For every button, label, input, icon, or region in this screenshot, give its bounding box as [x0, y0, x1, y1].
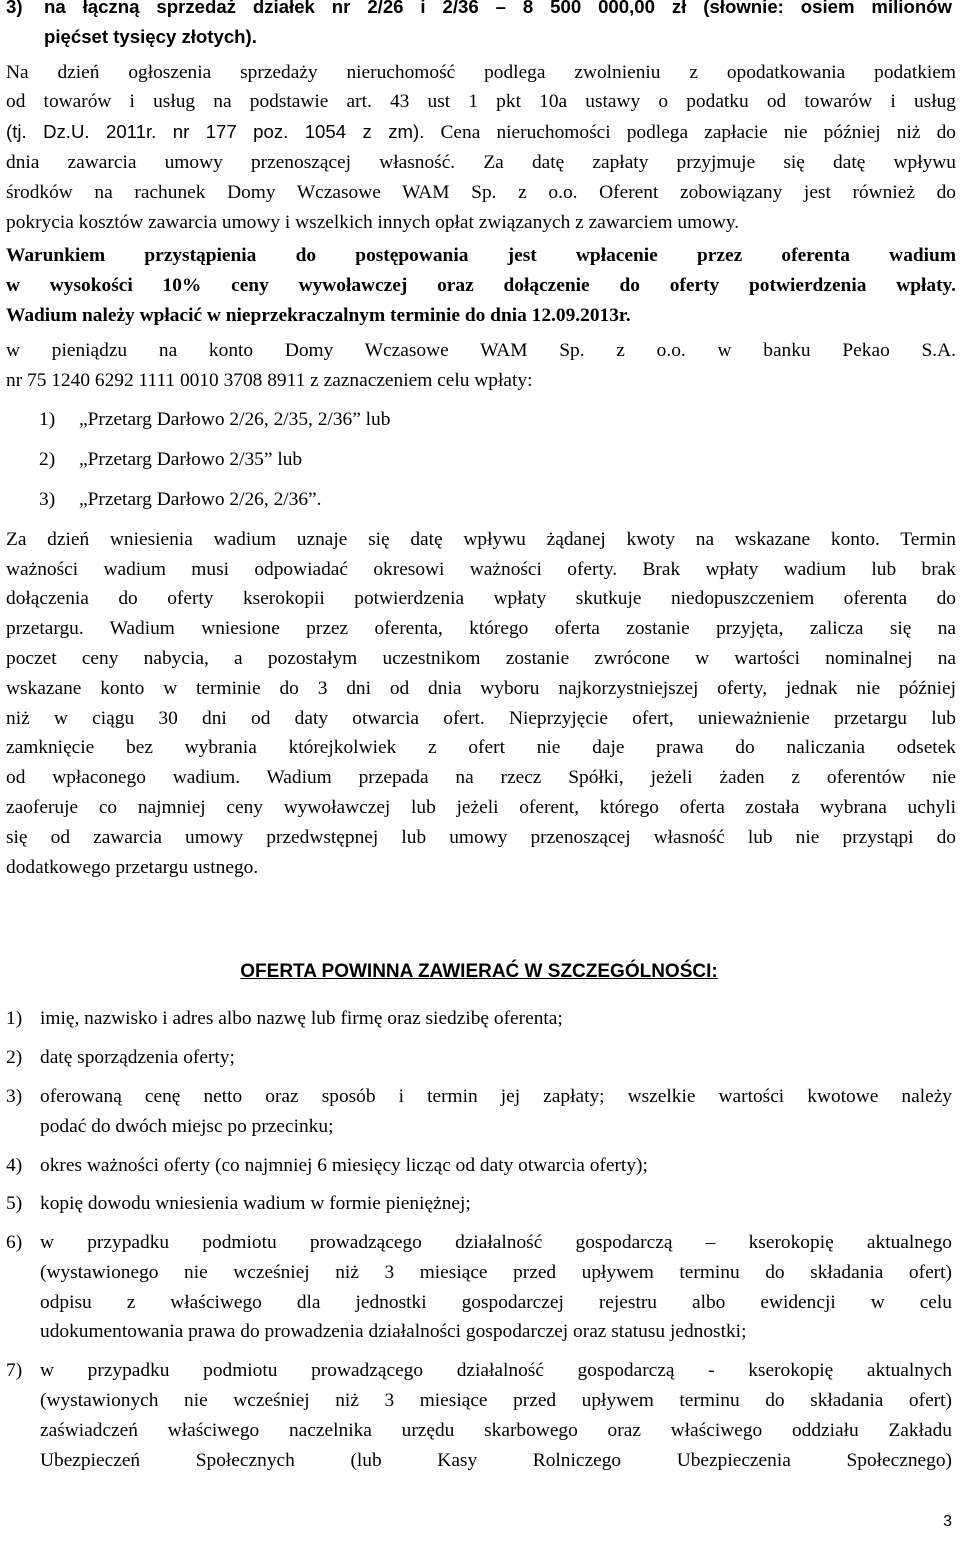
- paragraph-line: zaoferuje co najmniej ceny wywoławczej lub jeżeli oferent, którego oferta została wybrana uchyli: [6, 796, 956, 818]
- paragraph-line: Na dzień ogłoszenia sprzedaży nieruchomość podlega zwolnieniu z opodatkowania podatkiem: [6, 61, 956, 83]
- payment-titles-list: [6, 405, 956, 514]
- offer-item: [6, 1004, 956, 1034]
- offer-requirements-list: [6, 1004, 956, 1475]
- paragraph-line: pokrycia kosztów zawarcia umowy i wszelkich innych opłat związanych z zawarciem umowy.: [6, 211, 740, 233]
- list-number: 2): [39, 449, 56, 471]
- list-number: 2): [6, 1047, 23, 1069]
- sale-item-number: 3): [6, 0, 23, 17]
- sale-item-line-2: pięćset tysięcy złotych).: [44, 25, 257, 47]
- paragraph-line: od towarów i usług na podstawie art. 43 ust 1 pkt 10a ustawy o podatku od towarów i usług: [6, 91, 956, 113]
- offer-item-line: w przypadku podmiotu prowadzącego działalność gospodarczą – kserokopię aktualnego: [40, 1232, 952, 1254]
- offer-item-body: [40, 1356, 956, 1475]
- offer-item-line: (wystawionych nie wcześniej niż 3 miesiące przed upływem terminu do składania ofert): [40, 1390, 952, 1412]
- list-number: 1): [6, 1008, 23, 1030]
- paragraph-line: dodatkowego przetargu ustnego.: [6, 856, 259, 878]
- list-number: 6): [6, 1232, 23, 1254]
- paragraph-text: Cena nieruchomości podlega zapłacie nie później niż do: [424, 122, 956, 144]
- offer-item-body: [40, 1189, 956, 1219]
- offer-item-line: zaświadczeń właściwego naczelnika urzędu skarbowego oraz właściwego oddziału Zakładu: [40, 1419, 952, 1441]
- offer-item: [6, 1228, 956, 1347]
- deposit-paragraph: [6, 525, 956, 883]
- paragraph-line: dnia zawarcia umowy przenoszącej własność. Za datę zapłaty przyjmuje się datę wpływu: [6, 151, 956, 173]
- payment-title-item: [6, 405, 956, 435]
- offer-item: [6, 1356, 956, 1475]
- offer-item: [6, 1151, 956, 1181]
- offer-item-line: w przypadku podmiotu prowadzącego działalność gospodarczą - kserokopię aktualnych: [40, 1360, 952, 1382]
- paragraph-line-mixed: [6, 117, 956, 148]
- paragraph-line: zamknięcie bez wybrania którejkolwiek z ofert nie daje prawa do naliczania odsetek: [6, 737, 956, 759]
- account-number-line: nr 75 1240 6292 1111 0010 3708 8911 z zaznaczeniem celu wpłaty:: [6, 369, 533, 391]
- paragraph-line: dołączenia do oferty kserokopii potwierdzenia wpłaty skutkuje niedopuszczeniem oferenta do: [6, 588, 956, 610]
- offer-item-line: datę sporządzenia oferty;: [40, 1047, 235, 1069]
- list-number: 4): [6, 1154, 23, 1176]
- bold-line: w wysokości 10% ceny wywoławczej oraz dołączenie do oferty potwierdzenia wpłaty.: [6, 275, 956, 297]
- paragraph-line: Za dzień wniesienia wadium uznaje się datę wpływu żądanej kwoty na wskazane konto. Termin: [6, 528, 956, 550]
- sale-item-line: na łączną sprzedaż działek nr 2/26 i 2/36 – 8 500 000,00 zł (słownie: osiem milionów: [44, 0, 952, 17]
- offer-item-body: [40, 1043, 956, 1073]
- sale-item-body: [44, 0, 956, 22]
- list-number: 7): [6, 1360, 23, 1382]
- paragraph-line: się od zawarcia umowy przedwstępnej lub umowy przenoszącej własność lub nie przystąpi do: [6, 826, 956, 848]
- payment-title-item: [6, 485, 956, 515]
- list-number: 5): [6, 1193, 23, 1215]
- offer-item-line: Ubezpieczeń Społecznych (lub Kasy Rolniczego Ubezpieczenia Społecznego): [40, 1449, 952, 1471]
- paragraph-line: środków na rachunek Domy Wczasowe WAM Sp. z o.o. Oferent zobowiązany jest również do: [6, 181, 956, 203]
- offer-item-line: podać do dwóch miejsc po przecinku;: [40, 1115, 334, 1137]
- list-number: 3): [39, 488, 56, 510]
- offer-item-line: okres ważności oferty (co najmniej 6 miesięcy licząc od daty otwarcia oferty);: [40, 1154, 648, 1176]
- list-text: „Przetarg Darłowo 2/26, 2/36”.: [79, 488, 322, 510]
- paragraph-line: ważności wadium musi odpowiadać okresowi ważności oferty. Brak wpłaty wadium lub brak: [6, 558, 956, 580]
- bold-line: Warunkiem przystąpienia do postępowania jest wpłacenie przez oferenta wadium: [6, 245, 956, 267]
- account-paragraph: [6, 336, 956, 396]
- offer-item-body: [40, 1004, 956, 1034]
- law-reference: (tj. Dz.U. 2011r. nr 177 poz. 1054 z zm).: [6, 121, 425, 143]
- sale-item-3: [6, 0, 956, 22]
- offer-item-line: (wystawionego nie wcześniej niż 3 miesiące przed upływem terminu do składania ofert): [40, 1261, 952, 1283]
- payment-title-item: [6, 445, 956, 475]
- offer-item-body: [40, 1082, 956, 1142]
- paragraph-line: niż w ciągu 30 dni od daty otwarcia ofert. Nieprzyjęcie ofert, unieważnienie przetargu lub: [6, 707, 956, 729]
- offer-item-line: kopię dowodu wniesienia wadium w formie pieniężnej;: [40, 1193, 471, 1215]
- paragraph-line: od wpłaconego wadium. Wadium przepada na rzecz Spółki, jeżeli żaden z oferentów nie: [6, 767, 956, 789]
- offer-item: [6, 1082, 956, 1142]
- list-text: „Przetarg Darłowo 2/26, 2/35, 2/36” lub: [79, 409, 391, 431]
- list-number: 3): [6, 1085, 23, 1107]
- offer-requirements-heading: OFERTA POWINNA ZAWIERAĆ W SZCZEGÓLNOŚCI:: [240, 961, 718, 983]
- tax-paragraph: [6, 58, 956, 238]
- offer-item: [6, 1189, 956, 1219]
- page-number: 3: [943, 1513, 952, 1530]
- bold-line: Wadium należy wpłacić w nieprzekraczalnym terminie do dnia 12.09.2013r.: [6, 304, 631, 326]
- offer-item-body: [40, 1151, 956, 1181]
- list-number: 1): [39, 409, 56, 431]
- offer-item-line: udokumentowania prawa do prowadzenia działalności gospodarczej oraz statusu jednostki;: [40, 1321, 747, 1343]
- list-text: „Przetarg Darłowo 2/35” lub: [79, 449, 303, 471]
- offer-item-body: [40, 1228, 956, 1347]
- offer-item-line: oferowaną cenę netto oraz sposób i termin jej zapłaty; wszelkie wartości kwotowe należy: [40, 1085, 952, 1107]
- paragraph-line: wskazane konto w terminie do 3 dni od dnia wyboru najkorzystniejszej oferty, jednak nie później: [6, 677, 956, 699]
- account-line: w pieniądzu na konto Domy Wczasowe WAM Sp. z o.o. w banku Pekao S.A.: [6, 339, 956, 361]
- deposit-condition-paragraph: [6, 241, 956, 330]
- paragraph-line: poczet ceny nabycia, a pozostałym uczestnikom zostanie zwrócone w wartości nominalnej na: [6, 647, 956, 669]
- paragraph-line: przetargu. Wadium wniesione przez oferenta, którego oferta zostanie przyjęta, zalicza się na: [6, 618, 956, 640]
- offer-item-line: imię, nazwisko i adres albo nazwę lub firmę oraz siedzibę oferenta;: [40, 1008, 563, 1030]
- offer-item: [6, 1043, 956, 1073]
- offer-item-line: odpisu z właściwego dla jednostki gospodarczej rejestru albo ewidencji w celu: [40, 1291, 952, 1313]
